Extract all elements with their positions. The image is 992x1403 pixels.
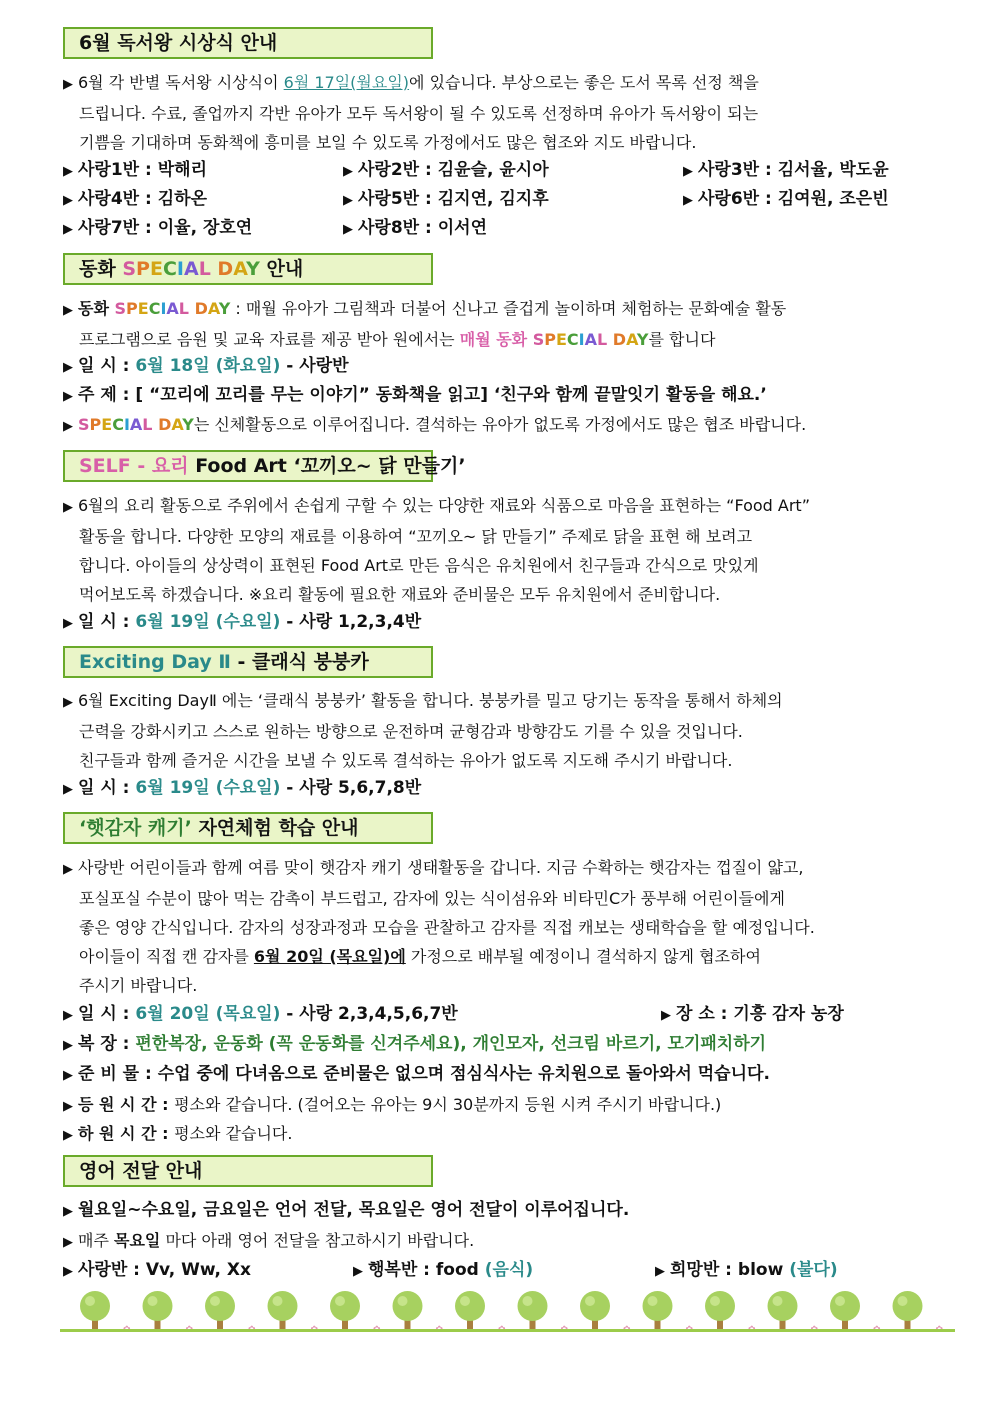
tree-icon bbox=[80, 1291, 110, 1330]
potato-clothing-row: ▶ 복 장 : 편한복장, 운동화 (꼭 운동화를 신겨주세요), 개인모자, 선크림 바르기, 모기패치하기 bbox=[63, 1034, 767, 1054]
tree-icon bbox=[643, 1291, 673, 1330]
special-day-note-row: ▶ SPECIAL DAY는 신체활동으로 이루어집니다. 결석하는 유아가 없도록 가정에서도 많은 협조 바랍니다. bbox=[63, 415, 807, 434]
special-day-paragraph: ▶ 동화 SPECIAL DAY : 매월 유아가 그림책과 더불어 신나고 즐겁게 놀이하며 체험하는 문화예술 활동 프로그램으로 음원 및 교육 자료를 제공 받아 원에서는 매월 동화 SPECIAL DAY를 합니다 bbox=[63, 299, 787, 349]
potato-paragraph: ▶ 사랑반 어린이들과 함께 여름 맞이 햇감자 캐기 생태활동을 갑니다. 지금 수확하는 햇감자는 껍질이 얇고, 포실포실 수분이 많아 먹는 감촉이 부드럽고, 감자에 있는 식이섬유와 비타민C가 풍부해 어린이들에게 좋은 영양 간식입니다. 감자의 성장과정과 모습을 관찰하고 감자를 직접 캐보는 생태학습을 할 예정입니다. 아이들이 직접 캔 감자를 6월 20일 (목요일)에 가정으로 배부될 예정이니 결석하지 않게 협조하여 주시기 바랍니다. bbox=[63, 858, 815, 995]
winners-row-2: ▶ 사랑4반 : 김하온 ▶ 사랑5반 : 김지연, 김지후 ▶ 사랑6반 : 김여원, 조은빈 bbox=[63, 189, 889, 209]
tree-icon bbox=[268, 1291, 298, 1330]
potato-date-row: ▶ 일 시 : 6월 20일 (목요일) - 사랑 2,3,4,5,6,7반 ▶ 장 소 : 기흥 감자 농장 bbox=[63, 1004, 844, 1024]
tree-icon bbox=[330, 1291, 360, 1330]
special-day-theme-row: ▶ 주 제 : [ “꼬리에 꼬리를 무는 이야기” 동화책을 읽고] ‘친구와 함께 끝말잇기 활동을 해요.’ bbox=[63, 385, 767, 405]
food-art-date-row: ▶ 일 시 : 6월 19일 (수요일) - 사랑 1,2,3,4반 bbox=[63, 612, 422, 632]
tree-icon bbox=[393, 1291, 423, 1330]
english-line-1: ▶ 월요일~수요일, 금요일은 언어 전달, 목요일은 영어 전달이 이루어집니다. bbox=[63, 1200, 630, 1220]
english-line-2: ▶ 매주 목요일 마다 아래 영어 전달을 참고하시기 바랍니다. bbox=[63, 1231, 475, 1250]
section-title-reading-award: 6월 독서왕 시상식 안내 bbox=[63, 27, 433, 59]
section-title-english: 영어 전달 안내 bbox=[63, 1155, 433, 1187]
tree-border-decoration bbox=[60, 1290, 955, 1334]
tree-icon bbox=[893, 1291, 923, 1330]
bullet-triangle-icon: ▶ bbox=[63, 77, 73, 92]
special-day-date-row: ▶ 일 시 : 6월 18일 (화요일) - 사랑반 bbox=[63, 356, 349, 376]
food-art-paragraph: ▶ 6월의 요리 활동으로 주위에서 손쉽게 구할 수 있는 다양한 재료와 식품으로 마음을 표현하는 “Food Art” 활동을 합니다. 다양한 모양의 재료를 이용하여 “꼬끼오~ 닭 만들기” 주제로 닭을 표현 해 보려고 합니다. 아이들의 상상력이 표현된 Food Art로 만든 음식은 유치원에서 친구들과 간식으로 맛있게 먹어보도록 하겠습니다. ※요리 활동에 필요한 재료와 준비물은 모두 유치원에서 준비합니다. bbox=[63, 496, 810, 604]
tree-icon bbox=[830, 1291, 860, 1330]
winners-row-3: ▶ 사랑7반 : 이율, 장호연 ▶ 사랑8반 : 이서연 bbox=[63, 218, 487, 238]
grass-line bbox=[60, 1329, 955, 1332]
tree-icon bbox=[518, 1291, 548, 1330]
potato-departure-row: ▶ 하 원 시 간 : 평소와 같습니다. bbox=[63, 1124, 293, 1143]
tree-icon bbox=[205, 1291, 235, 1330]
tree-icon bbox=[705, 1291, 735, 1330]
section-title-special-day: 동화 SPECIAL DAY 안내 bbox=[63, 253, 433, 285]
potato-supplies-row: ▶ 준 비 물 : 수업 중에 다녀옴으로 준비물은 없으며 점심식사는 유치원으로 돌아와서 먹습니다. bbox=[63, 1064, 770, 1084]
special-day-rainbow: SPECIAL DAY bbox=[122, 258, 260, 280]
tree-icon bbox=[143, 1291, 173, 1330]
section-title-food-art: SELF - 요리 Food Art ‘꼬끼오~ 닭 만들기’ bbox=[63, 450, 433, 482]
section-title-exciting-day: Exciting Day Ⅱ - 클래식 붕붕카 bbox=[63, 646, 433, 678]
reading-award-paragraph: ▶ 6월 각 반별 독서왕 시상식이 6월 17일(월요일)에 있습니다. 부상으로는 좋은 도서 목록 선정 책을 드립니다. 수료, 졸업까지 각반 유아가 모두 독서왕이 될 수 있도록 선정하며 유아가 독서왕이 되는 기쁨을 기대하며 동화책에 흥미를 보일 수 있도록 가정에서도 많은 협조와 지도 바랍니다. bbox=[63, 68, 933, 157]
exciting-day-paragraph: ▶ 6월 Exciting DayⅡ 에는 ‘클래식 붕붕카’ 활동을 합니다. 붕붕카를 밀고 당기는 동작을 통해서 하체의 근력을 강화시키고 스스로 원하는 방향으로 운전하며 균형감과 방향감도 기를 수 있을 것입니다. 친구들과 함께 즐거운 시간을 보낼 수 있도록 결석하는 유아가 없도록 지도해 주시기 바랍니다. bbox=[63, 691, 783, 770]
award-date: 6월 17일(월요일) bbox=[283, 73, 410, 92]
tree-icon bbox=[580, 1291, 610, 1330]
winners-row-1: ▶ 사랑1반 : 박해리 ▶ 사랑2반 : 김윤슬, 윤시아 ▶ 사랑3반 : 김서율, 박도윤 bbox=[63, 160, 889, 180]
exciting-day-date-row: ▶ 일 시 : 6월 19일 (수요일) - 사랑 5,6,7,8반 bbox=[63, 778, 422, 798]
tree-icon bbox=[768, 1291, 798, 1330]
potato-arrival-row: ▶ 등 원 시 간 : 평소와 같습니다. (걸어오는 유아는 9시 30분까지 등원 시켜 주시기 바랍니다.) bbox=[63, 1095, 722, 1114]
english-words-row: ▶ 사랑반 : Vv, Ww, Xx ▶ 행복반 : food (음식) ▶ 희망반 : blow (불다) bbox=[63, 1260, 838, 1280]
tree-icon bbox=[455, 1291, 485, 1330]
section-title-potato: ‘햇감자 캐기’ 자연체험 학습 안내 bbox=[63, 812, 433, 844]
potato-delivery-date: 6월 20일 (목요일)에 bbox=[253, 947, 406, 966]
